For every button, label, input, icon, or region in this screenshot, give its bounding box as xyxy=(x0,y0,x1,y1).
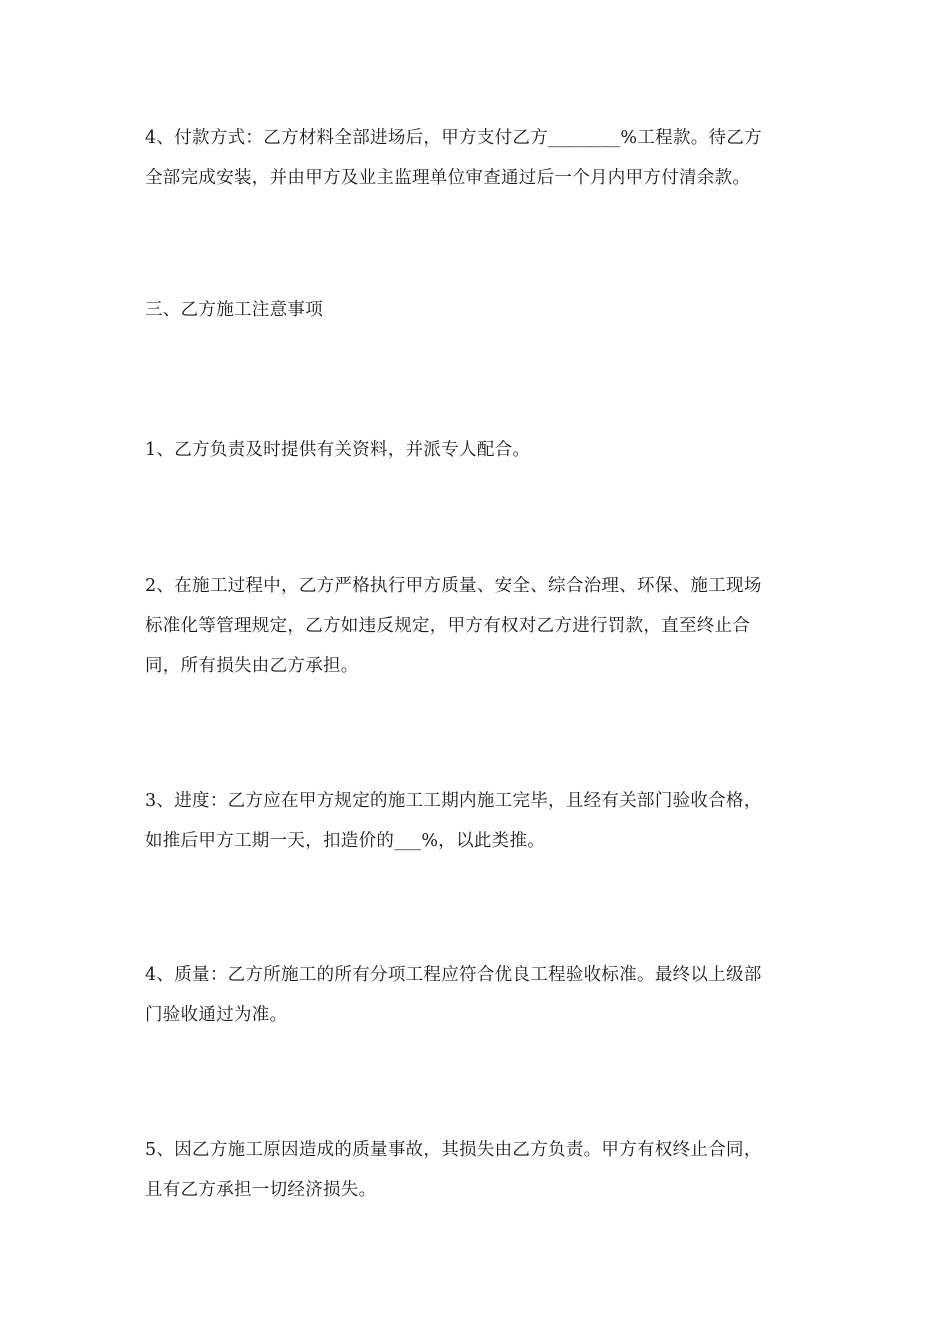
paragraph-line: 且有乙方承担一切经济损失。 xyxy=(145,1180,377,1200)
paragraph-line: 5、因乙方施工原因造成的质量事故，其损失由乙方负责。甲方有权终止合同， xyxy=(145,1140,762,1160)
paragraph-line: 全部完成安装，并由甲方及业主监理单位审查通过后一个月内甲方付清余款。 xyxy=(145,168,751,188)
clause-4-paragraph xyxy=(145,955,810,1035)
clause-3-paragraph xyxy=(145,781,810,861)
paragraph-line: 2、在施工过程中，乙方严格执行甲方质量、安全、综合治理、环保、施工现场 xyxy=(145,576,762,596)
paragraph-line: 门验收通过为准。 xyxy=(145,1005,288,1025)
paragraph-line: 4、付款方式：乙方材料全部进场后，甲方支付乙方________%工程款。待乙方 xyxy=(145,128,762,148)
section-heading-text: 三、乙方施工注意事项 xyxy=(145,300,323,320)
paragraph-line: 标准化等管理规定，乙方如违反规定，甲方有权对乙方进行罚款，直至终止合 xyxy=(145,616,751,636)
clause-1-paragraph xyxy=(145,430,810,470)
paragraph-line: 1、乙方负责及时提供有关资料，并派专人配合。 xyxy=(145,440,531,460)
payment-terms-paragraph xyxy=(145,118,810,198)
paragraph-line: 同，所有损失由乙方承担。 xyxy=(145,656,359,676)
section-heading xyxy=(145,290,810,330)
paragraph-line: 4、质量：乙方所施工的所有分项工程应符合优良工程验收标准。最终以上级部 xyxy=(145,965,762,985)
clause-2-paragraph xyxy=(145,566,810,686)
paragraph-line: 3、进度：乙方应在甲方规定的施工工期内施工完毕，且经有关部门验收合格， xyxy=(145,791,762,811)
clause-5-paragraph xyxy=(145,1130,810,1210)
paragraph-line: 如推后甲方工期一天，扣造价的___%，以此类推。 xyxy=(145,831,546,851)
